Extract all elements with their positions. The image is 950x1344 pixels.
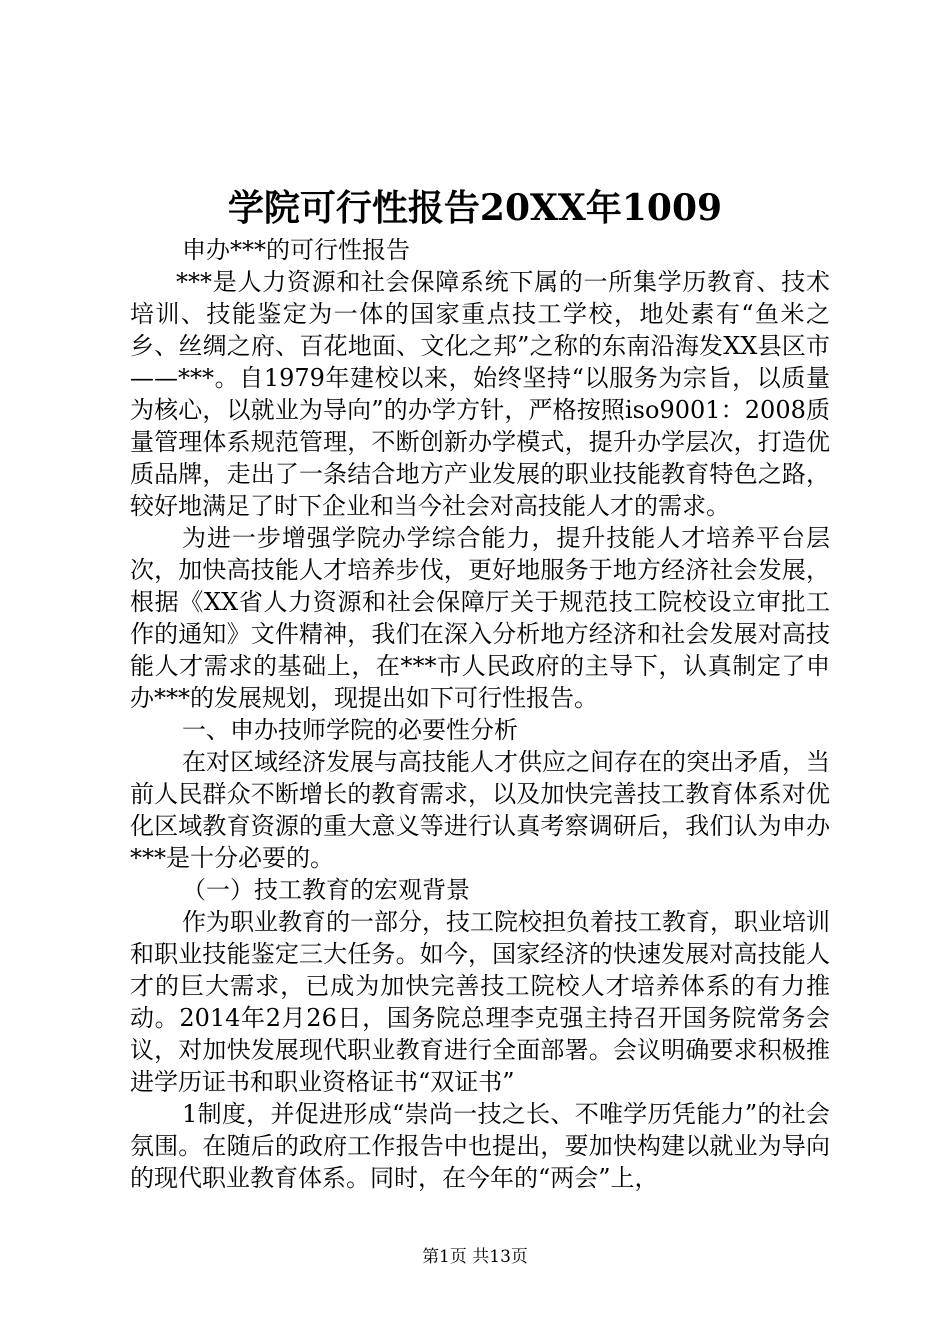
paragraph-subtitle: 申办***的可行性报告	[182, 236, 410, 264]
page-footer: 第1页 共13页	[422, 1247, 528, 1267]
subsection-heading-background: （一）技工教育的宏观背景	[182, 876, 470, 904]
document-title: 学院可行性报告20XX年1009	[227, 187, 723, 229]
paragraph-intro: ***是人力资源和社会保障系统下属的一所集学历教育、技术培训、技能鉴定为一体的国家重点技工学校，地处素有“鱼米之乡、丝绸之府、百花地面、文化之邦”之称的东南沿海发XX县区市——***。自1979年建校以来，始终坚持“以服务为宗旨，以质量为核心，以就业为导向”的办学方针，严格按照iso9001：2008质量管理体系规范管理，不断创新办学模式，提升办学层次，打造优质品牌，走出了一条结合地方产业发展的职业技能教育特色之路，较好地满足了时下企业和当今社会对高技能人才的需求。	[130, 268, 830, 520]
document-body	[130, 234, 830, 1194]
paragraph-purpose: 为进一步增强学院办学综合能力，提升技能人才培养平台层次，加快高技能人才培养步伐，更好地服务于地方经济社会发展，根据《XX省人力资源和社会保障厅关于规范技工院校设立审批工作的通知》文件精神，我们在深入分析地方经济和社会发展对高技能人才需求的基础上，在***市人民政府的主导下，认真制定了申办***的发展规划，现提出如下可行性报告。	[130, 524, 830, 712]
paragraph-necessity: 在对区域经济发展与高技能人才供应之间存在的突出矛盾，当前人民群众不断增长的教育需求，以及加快完善技工教育体系对优化区域教育资源的重大意义等进行认真考察调研后，我们认为申办***是十分必要的。	[130, 748, 830, 872]
section-heading-necessity: 一、申办技师学院的必要性分析	[182, 716, 518, 744]
paragraph-background: 作为职业教育的一部分，技工院校担负着技工教育，职业培训和职业技能鉴定三大任务。如今，国家经济的快速发展对高技能人才的巨大需求，已成为加快完善技工院校人才培养体系的有力推动。2014年2月26日，国务院总理李克强主持召开国务院常务会议，对加快发展现代职业教育进行全面部署。会议明确要求积极推进学历证书和职业资格证书“双证书”	[130, 908, 830, 1096]
paragraph-continuation: 1制度，并促进形成“崇尚一技之长、不唯学历凭能力”的社会氛围。在随后的政府工作报告中也提出，要加快构建以就业为导向的现代职业教育体系。同时，在今年的“两会”上，	[130, 1100, 830, 1192]
